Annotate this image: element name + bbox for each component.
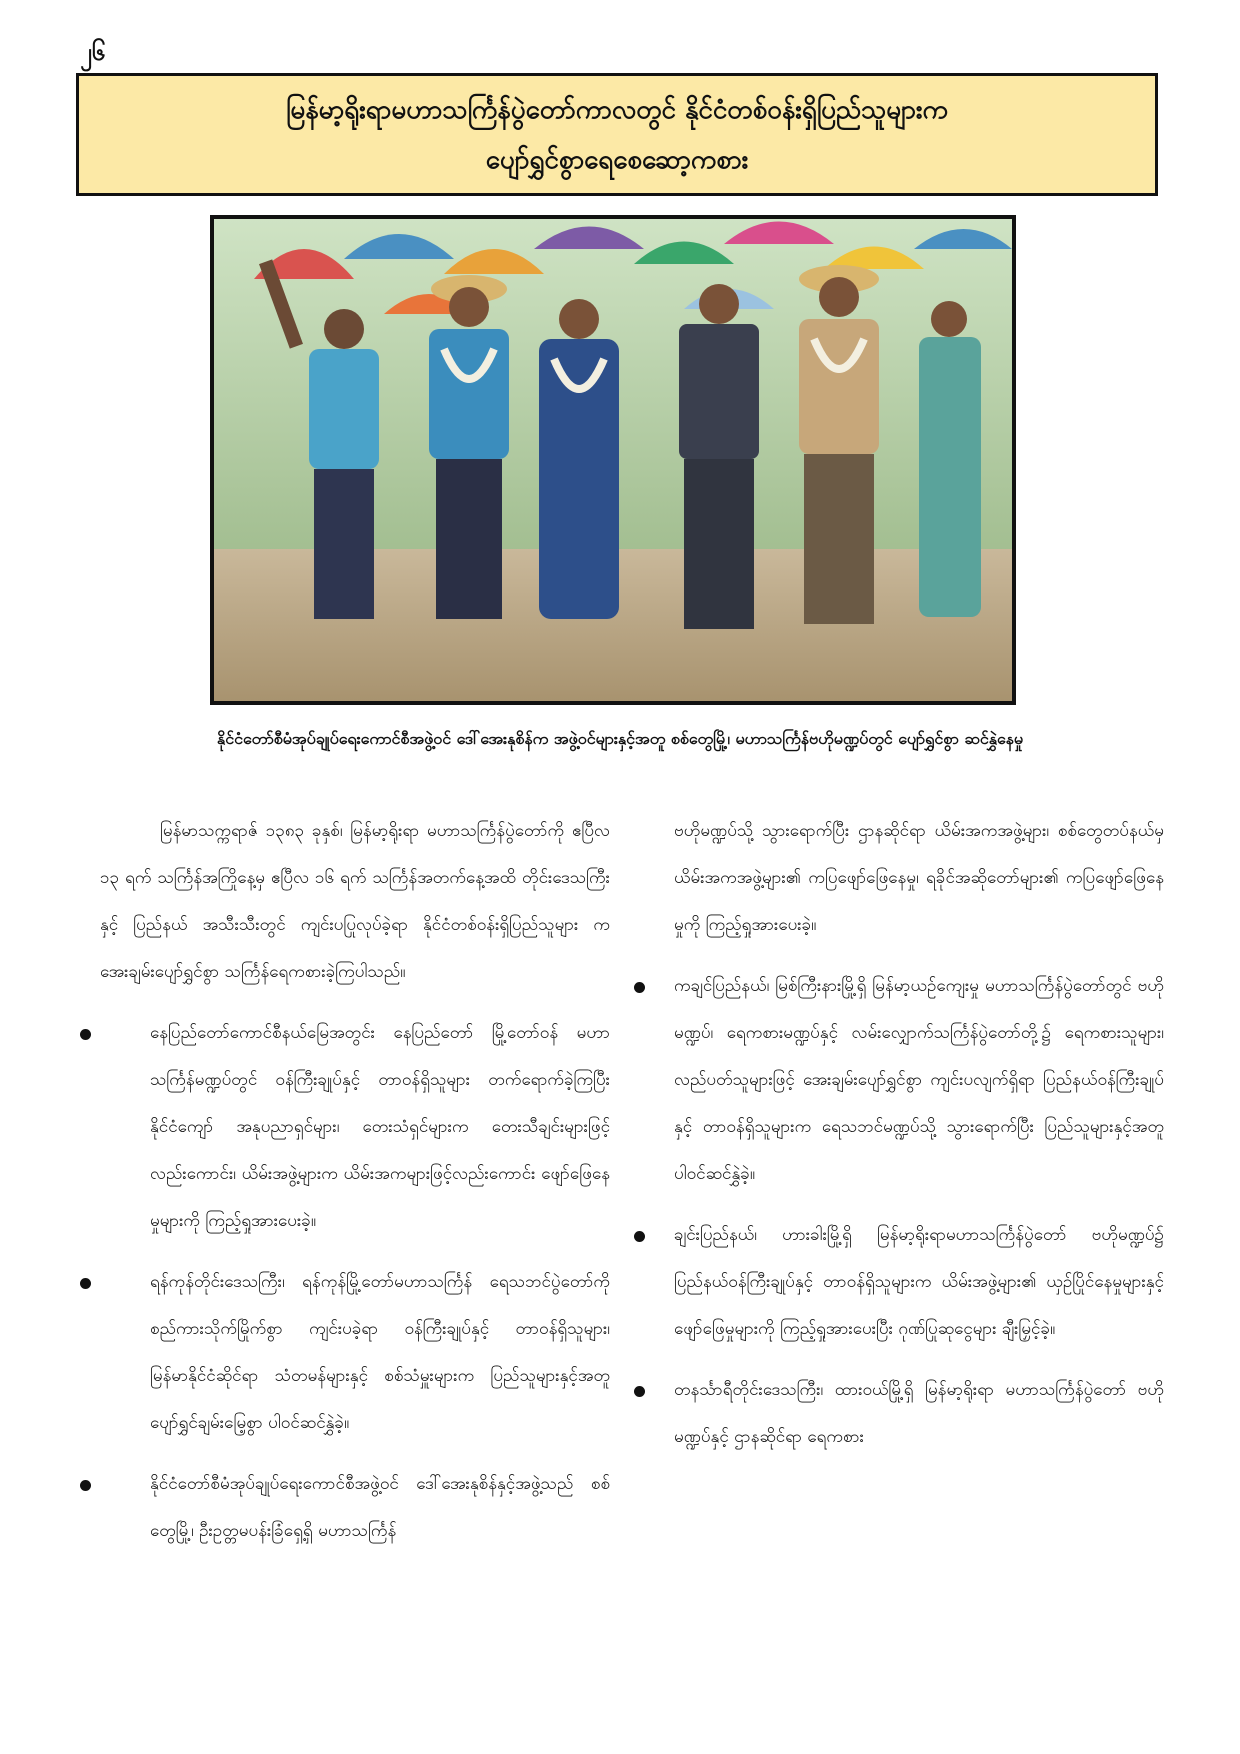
list-item (100, 1259, 610, 1447)
left-column (100, 808, 610, 1555)
festival-photo-icon (214, 219, 1012, 701)
list-item-text: တနင်္သာရီတိုင်းဒေသကြီး၊ ထားဝယ်မြို့ရှိ မြန်မာ့ရိုးရာ မဟာသင်္ကြန်ပွဲတော် ဗဟိုမဏ္ဍပ်နှင့် ဌာနဆိုင်ရာ ရေကစား (674, 1380, 1164, 1447)
list-item (100, 1010, 610, 1245)
bullet-icon (80, 1278, 91, 1289)
intro-paragraph: မြန်မာသက္ကရာဇ် ၁၃၈၃ ခုနှစ်၊ မြန်မာ့ရိုးရာ မဟာသင်္ကြန်ပွဲတော်ကို ဧပြီလ ၁၃ ရက် သင်္ကြန်အကြိုနေ့မှ ဧပြီလ ၁၆ ရက် သင်္ကြန်အတက်နေ့အထိ တိုင်းဒေသကြီးနှင့် ပြည်နယ် အသီးသီးတွင် ကျင်းပပြုလုပ်ခဲ့ရာ နိုင်ငံတစ်ဝန်းရှိပြည်သူများ က အေးချမ်းပျော်ရွှင်စွာ သင်္ကြန်ရေကစားခဲ့ကြပါသည်။ (100, 821, 610, 982)
continued-paragraph: ဗဟိုမဏ္ဍပ်သို့ သွားရောက်ပြီး ဌာနဆိုင်ရာ ယိမ်းအကအဖွဲ့များ၊ စစ်တွေတပ်နယ်မှ ယိမ်းအကအဖွဲ့များ၏ ကပြဖျော်ဖြေနေမှု၊ ရခိုင်အဆိုတော်များ၏ ကပြဖျော်ဖြေနေမှုကို ကြည့်ရှုအားပေးခဲ့။ (674, 821, 1164, 935)
list-item-text: ရန်ကုန်တိုင်းဒေသကြီး၊ ရန်ကုန်မြို့တော်မဟာသင်္ကြန် ရေသဘင်ပွဲတော်ကို စည်ကားသိုက်မြိုက်စွာ ကျင်းပခဲ့ရာ ဝန်ကြီးချုပ်နှင့် တာဝန်ရှိသူများ၊ မြန်မာနိုင်ငံဆိုင်ရာ သံတမန်များနှင့် စစ်သံမှူးများက ပြည်သူများနှင့်အတူ ပျော်ရွှင်ချမ်းမြေ့စွာ ပါဝင်ဆင်နွှဲခဲ့။ (150, 1272, 610, 1433)
bullet-icon (634, 1386, 645, 1397)
bullet-icon (80, 1029, 91, 1040)
list-item-text: ကချင်ပြည်နယ်၊ မြစ်ကြီးနားမြို့ရှိ မြန်မာ့ယဉ်ကျေးမှု မဟာသင်္ကြန်ပွဲတော်တွင် ဗဟိုမဏ္ဍပ်၊ ရေကစားမဏ္ဍပ်နှင့် လမ်းလျှောက်သင်္ကြန်ပွဲတော်တို့၌ ရေကစားသူများ၊ လည်ပတ်သူများဖြင့် အေးချမ်းပျော်ရွှင်စွာ ကျင်းပလျက်ရှိရာ ပြည်နယ်ဝန်ကြီးချုပ်နှင့် တာဝန်ရှိသူများက ရေသဘင်မဏ္ဍပ်သို့ သွားရောက်ပြီး ပြည်သူများနှင့်အတူ ပါဝင်ဆင်နွှဲခဲ့။ (674, 976, 1164, 1184)
page-number: ၂၆ (80, 38, 106, 66)
bullet-icon (80, 1480, 91, 1491)
bullet-icon (634, 982, 645, 993)
list-item-text: ချင်းပြည်နယ်၊ ဟားခါးမြို့ရှိ မြန်မာ့ရိုးရာမဟာသင်္ကြန်ပွဲတော် ဗဟိုမဏ္ဍပ်၌ ပြည်နယ်ဝန်ကြီးချုပ်နှင့် တာဝန်ရှိသူများက ယိမ်းအဖွဲ့များ၏ ယှဉ်ပြိုင်နေမှုများနှင့် ဖျော်ဖြေမှုများကို ကြည့်ရှုအားပေးပြီး ဂုဏ်ပြုဆုငွေများ ချီးမြှင့်ခဲ့။ (674, 1225, 1164, 1339)
right-column (634, 808, 1164, 1461)
list-item-text: နိုင်ငံတော်စီမံအုပ်ချုပ်ရေးကောင်စီအဖွဲ့ဝင် ဒေါ်အေးနုစိန်နှင့်အဖွဲ့သည် စစ်တွေမြို့၊ ဦးဥတ္တမပန်းခြံရှေ့ရှိ မဟာသင်္ကြန် (150, 1474, 610, 1541)
list-item-text: နေပြည်တော်ကောင်စီနယ်မြေအတွင်း နေပြည်တော် မြို့တော်ဝန် မဟာသင်္ကြန်မဏ္ဍပ်တွင် ဝန်ကြီးချုပ်နှင့် တာဝန်ရှိသူများ တက်ရောက်ခဲ့ကြပြီး နိုင်ငံကျော် အနုပညာရှင်များ၊ တေးသံရှင်များက တေးသီချင်းများဖြင့်လည်းကောင်း၊ ယိမ်းအဖွဲ့များက ယိမ်းအကများဖြင့်လည်းကောင်း ဖျော်ဖြေနေမှုများကို ကြည့်ရှုအားပေးခဲ့။ (150, 1023, 610, 1231)
photo-caption: နိုင်ငံတော်စီမံအုပ်ချုပ်ရေးကောင်စီအဖွဲ့ဝင် ဒေါ်အေးနုစိန်က အဖွဲ့ဝင်များနှင့်အတူ စစ်တွေမြို့၊ မဟာသင်္ကြန်ဗဟိုမဏ္ဍပ်တွင် ပျော်ရွှင်စွာ ဆင်နွှဲနေမှု (216, 729, 1024, 748)
list-item (634, 1367, 1164, 1461)
list-item (100, 1461, 610, 1555)
article-title-line-1: မြန်မာ့ရိုးရာမဟာသင်္ကြန်ပွဲတော်ကာလတွင် နိုင်ငံတစ်ဝန်းရှိပြည်သူများက (286, 94, 948, 125)
article-title-box (76, 73, 1158, 196)
festival-photo (210, 215, 1016, 705)
list-item (634, 963, 1164, 1198)
article-title-line-2: ပျော်ရွှင်စွာရေစေဆော့ကစား (485, 144, 749, 175)
list-item (634, 1212, 1164, 1353)
bullet-icon (634, 1231, 645, 1242)
